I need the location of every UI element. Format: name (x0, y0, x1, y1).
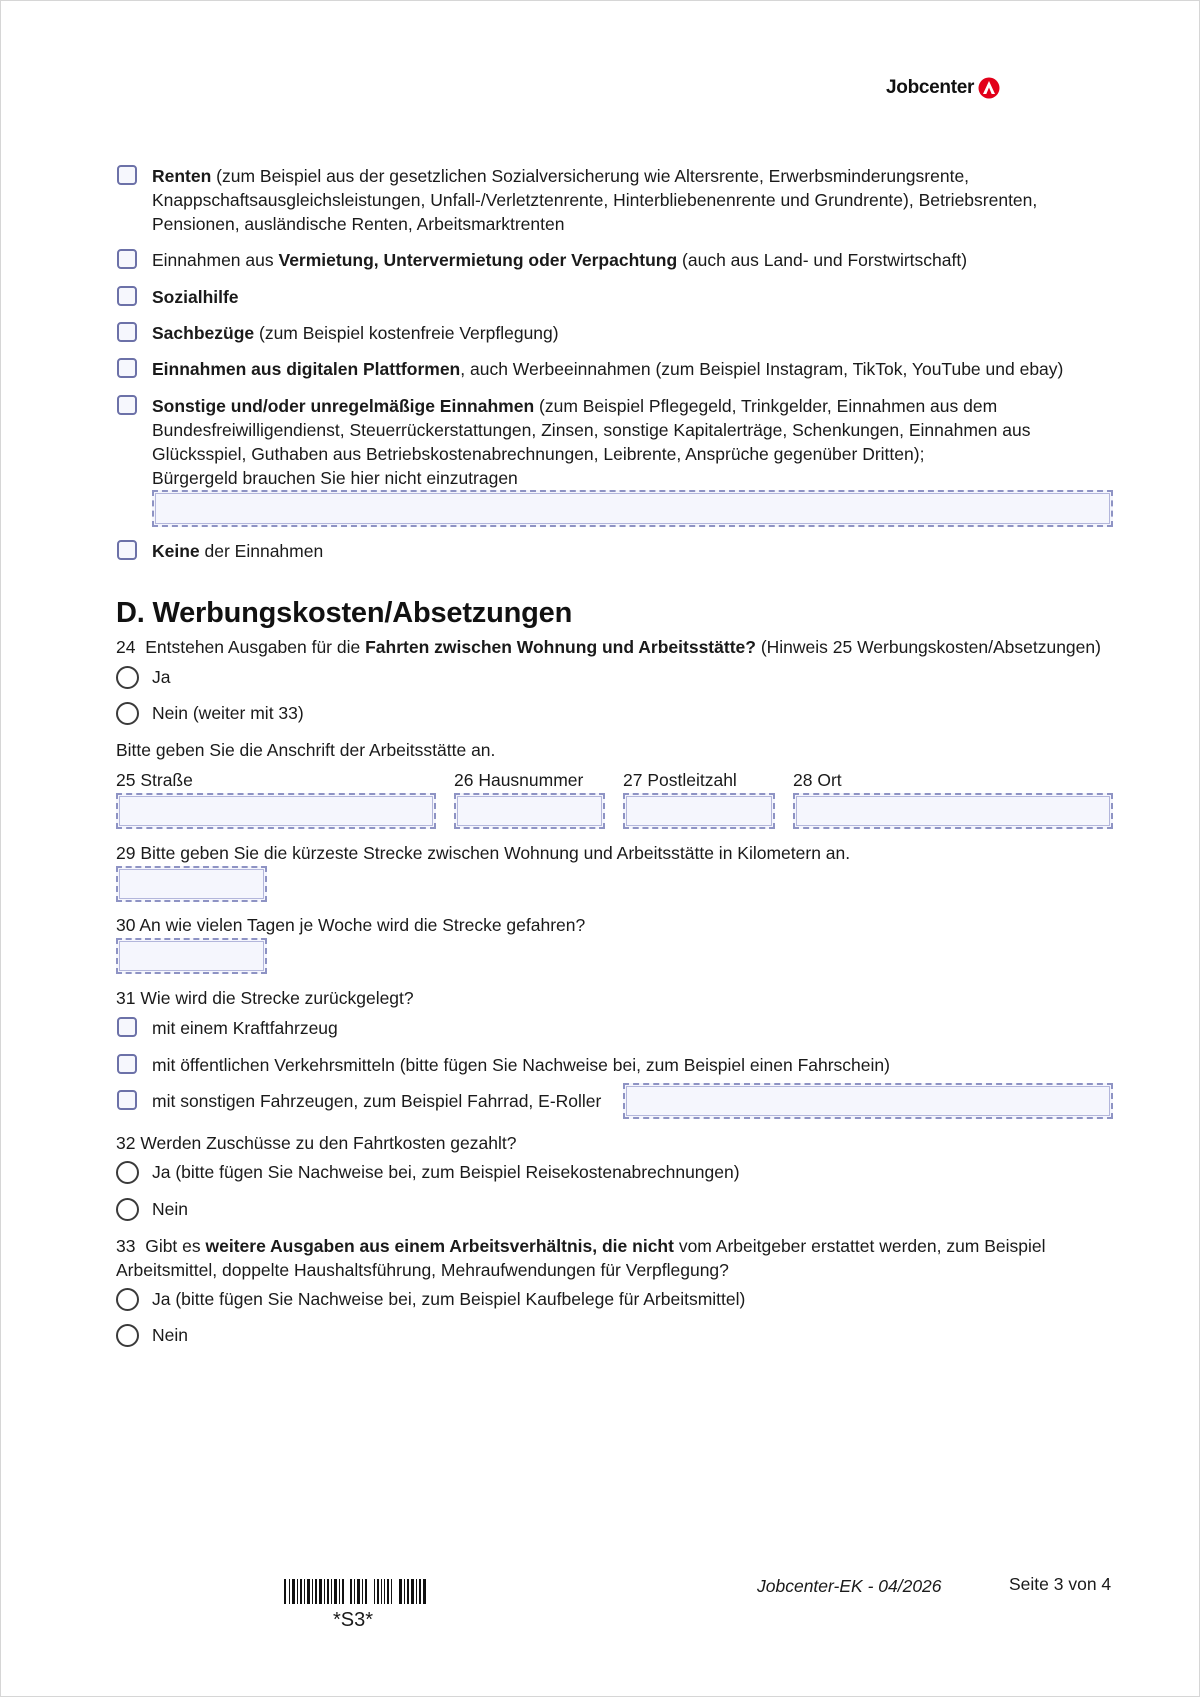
q32-ja-radio[interactable] (116, 1161, 139, 1184)
question-24: 24 Entstehen Ausgaben für die Fahrten zwischen Wohnung und Arbeitsstätte? (Hinweis 25 Werbungskosten/Absetzungen) (116, 637, 1101, 657)
sachbezuege-checkbox[interactable] (117, 322, 137, 342)
strasse-input[interactable] (116, 793, 436, 829)
q24-nein-label: Nein (weiter mit 33) (152, 703, 304, 723)
q24-nein-radio[interactable] (116, 702, 139, 725)
sonstige-einnahmen-line2: Bundesfreiwilligendienst, Steuerrückerstattungen, Zinsen, sonstige Kapitalerträge, Schenkungen, Einnahmen aus (152, 420, 1031, 440)
section-d-heading: D. Werbungskosten/Absetzungen (116, 597, 573, 629)
sachbezuege-label: Sachbezüge (zum Beispiel kostenfreie Verpflegung) (152, 323, 559, 343)
q32-nein-label: Nein (152, 1199, 188, 1219)
keine-einnahmen-label: Keine der Einnahmen (152, 541, 324, 561)
logo-text: Jobcenter (886, 77, 975, 98)
question-33: 33 Gibt es weitere Ausgaben aus einem Arbeitsverhältnis, die nicht vom Arbeitgeber erstattet werden, zum Beispiel (116, 1236, 1046, 1256)
sonstige-einnahmen-label: Sonstige und/oder unregelmäßige Einnahmen (zum Beispiel Pflegegeld, Trinkgelder, Einnahmen aus dem (152, 396, 998, 416)
q32-ja-label: Ja (bitte fügen Sie Nachweise bei, zum Beispiel Reisekostenabrechnungen) (152, 1162, 740, 1182)
vermietung-label: Einnahmen aus Vermietung, Untervermietung oder Verpachtung (auch aus Land- und Forstwirtschaft) (152, 250, 968, 270)
q33-ja-label: Ja (bitte fügen Sie Nachweise bei, zum Beispiel Kaufbelege für Arbeitsmittel) (152, 1289, 746, 1309)
oepnv-checkbox[interactable] (117, 1054, 137, 1074)
renten-checkbox[interactable] (117, 165, 137, 185)
question-29: 29 Bitte geben Sie die kürzeste Strecke zwischen Wohnung und Arbeitsstätte in Kilometern an. (116, 843, 851, 863)
field-26-label: 26 Hausnummer (454, 770, 584, 790)
kraftfahrzeug-label: mit einem Kraftfahrzeug (152, 1018, 338, 1038)
postleitzahl-input[interactable] (623, 793, 775, 829)
question-30: 30 An wie vielen Tagen je Woche wird die Strecke gefahren? (116, 915, 586, 935)
jobcenter-logo (886, 74, 1000, 102)
q24-ja-label: Ja (152, 667, 171, 687)
keine-einnahmen-checkbox[interactable] (117, 540, 137, 560)
barcode (284, 1579, 426, 1604)
field-25-label: 25 Straße (116, 770, 193, 790)
q32-nein-radio[interactable] (116, 1198, 139, 1221)
kraftfahrzeug-checkbox[interactable] (117, 1017, 137, 1037)
sonstige-einnahmen-line3: Glücksspiel, Guthaben aus Betriebskostenabrechnungen, Leibrente, Ansprüche gegenüber Dritten); (152, 444, 925, 464)
q24-ja-radio[interactable] (116, 666, 139, 689)
hausnummer-input[interactable] (454, 793, 605, 829)
barcode-label: *S3* (333, 1609, 374, 1631)
tage-pro-woche-input[interactable] (116, 938, 267, 974)
oepnv-label: mit öffentlichen Verkehrsmitteln (bitte fügen Sie Nachweise bei, zum Beispiel einen Fahrschein) (152, 1055, 890, 1075)
q33-nein-label: Nein (152, 1325, 188, 1345)
sonstige-fahrzeuge-input[interactable] (623, 1083, 1113, 1119)
q33-ja-radio[interactable] (116, 1288, 139, 1311)
renten-label-line3: Pensionen, ausländische Renten, Arbeitsmarktrenten (152, 214, 565, 234)
digitale-plattformen-checkbox[interactable] (117, 358, 137, 378)
page-number: Seite 3 von 4 (1009, 1574, 1112, 1594)
sozialhilfe-checkbox[interactable] (117, 286, 137, 306)
digitale-plattformen-label: Einnahmen aus digitalen Plattformen, auch Werbeeinnahmen (zum Beispiel Instagram, TikTok, YouTube und ebay) (152, 359, 1064, 379)
sonstige-einnahmen-line4: Bürgergeld brauchen Sie hier nicht einzutragen (152, 468, 518, 488)
address-prompt: Bitte geben Sie die Anschrift der Arbeitsstätte an. (116, 740, 496, 760)
renten-label-line2: Knappschaftsausgleichsleistungen, Unfall-/Verletztenrente, Hinterbliebenenrente und Grundrente), Betriebsrenten, (152, 190, 1038, 210)
sozialhilfe-label: Sozialhilfe (152, 287, 239, 307)
field-28-label: 28 Ort (793, 770, 842, 790)
ort-input[interactable] (793, 793, 1113, 829)
renten-label: Renten (zum Beispiel aus der gesetzlichen Sozialversicherung wie Altersrente, Erwerbsminderungsrente, (152, 166, 970, 186)
sonstige-fahrzeuge-checkbox[interactable] (117, 1090, 137, 1110)
sonstige-fahrzeuge-label: mit sonstigen Fahrzeugen, zum Beispiel Fahrrad, E-Roller (152, 1091, 602, 1111)
q33-nein-radio[interactable] (116, 1324, 139, 1347)
sonstige-einnahmen-input[interactable] (152, 490, 1113, 527)
question-31: 31 Wie wird die Strecke zurückgelegt? (116, 988, 414, 1008)
form-code: Jobcenter-EK - 04/2026 (757, 1576, 942, 1596)
question-33-line2: Arbeitsmittel, doppelte Haushaltsführung, Mehraufwendungen für Verpflegung? (116, 1260, 729, 1280)
kilometer-input[interactable] (116, 866, 267, 902)
vermietung-checkbox[interactable] (117, 249, 137, 269)
field-27-label: 27 Postleitzahl (623, 770, 737, 790)
sonstige-einnahmen-checkbox[interactable] (117, 395, 137, 415)
jobcenter-logo-icon (978, 77, 1000, 99)
question-32: 32 Werden Zuschüsse zu den Fahrtkosten gezahlt? (116, 1133, 517, 1153)
